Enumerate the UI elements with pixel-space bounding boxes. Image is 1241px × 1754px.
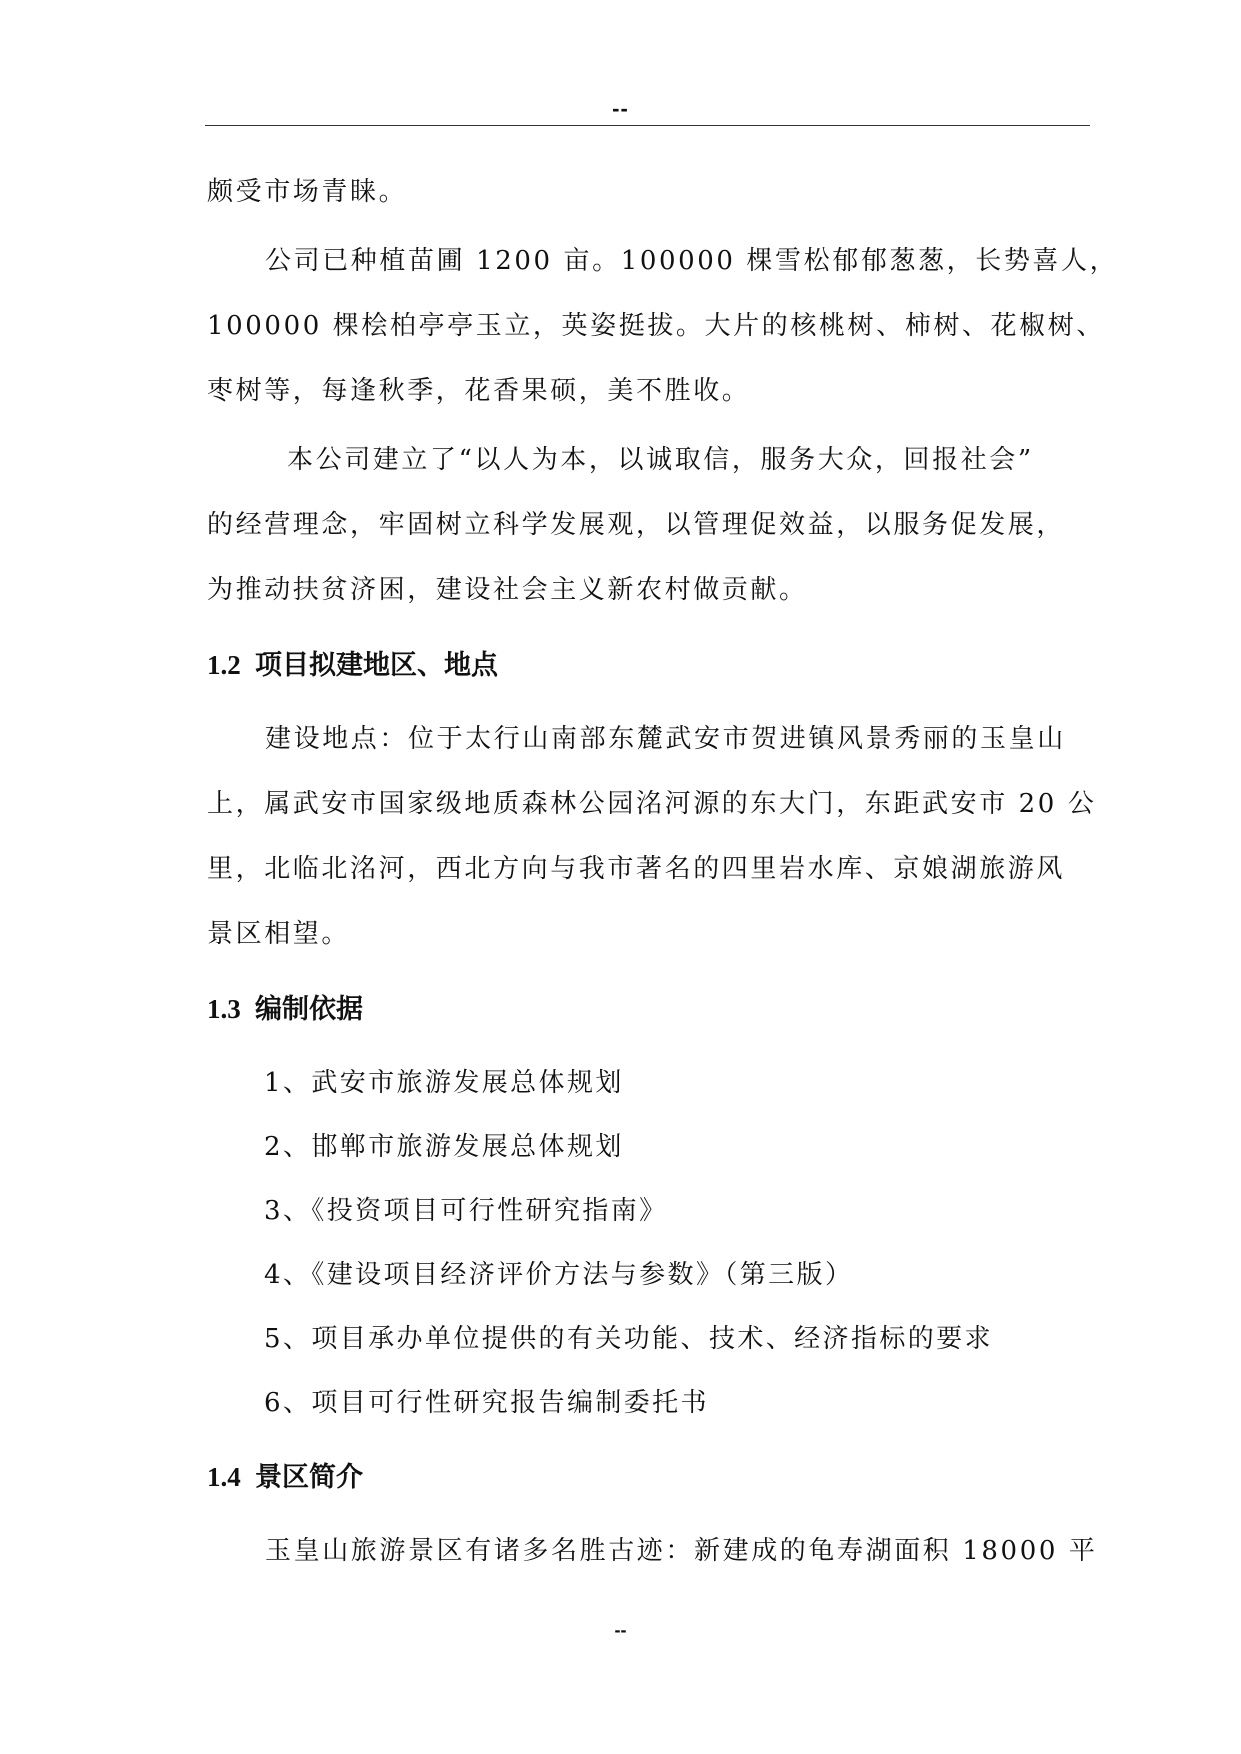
section-heading-1-4 — [207, 1445, 1090, 1509]
location-paragraph-line: 景区相望。 — [207, 919, 351, 949]
paragraph-nursery-line: 枣树等，每逢秋季，花香果硕，美不胜收。 — [207, 376, 751, 406]
paragraph-continuation-line: 颇受市场青睐。 — [207, 177, 408, 207]
page-header-mark: -- — [612, 96, 629, 121]
location-paragraph-line: 里，北临北洺河，西北方向与我市著名的四里岩水库、京娘湖旅游风 — [207, 854, 1066, 884]
paragraph-philosophy-line: 为推动扶贫济困，建设社会主义新农村做贡献。 — [207, 575, 808, 605]
header-rule — [205, 125, 1090, 126]
section-title: 项目拟建地区、地点 — [255, 650, 498, 680]
location-paragraph-line: 上，属武安市国家级地质森林公园洺河源的东大门，东距武安市 20 公 — [207, 789, 1097, 819]
location-paragraph-line: 建设地点：位于太行山南部东麓武安市贺进镇风景秀丽的玉皇山 — [265, 724, 1066, 754]
page-footer-mark: -- — [614, 1620, 627, 1640]
section-number: 1.4 — [207, 1462, 241, 1492]
section-heading-1-2 — [207, 633, 1090, 697]
section-title: 景区简介 — [255, 1462, 363, 1492]
basis-list-item: 1、武安市旅游发展总体规划 — [264, 1068, 624, 1098]
section-number: 1.2 — [207, 650, 241, 680]
section-title: 编制依据 — [255, 994, 363, 1024]
basis-list-item: 4、《建设项目经济评价方法与参数》（第三版） — [264, 1260, 854, 1290]
section-heading-1-3 — [207, 977, 1090, 1041]
document-body — [207, 160, 1119, 1584]
basis-list-item: 6、项目可行性研究报告编制委托书 — [264, 1388, 709, 1418]
basis-list-item: 2、邯郸市旅游发展总体规划 — [264, 1132, 624, 1162]
basis-list-item: 3、《投资项目可行性研究指南》 — [264, 1196, 668, 1226]
section-number: 1.3 — [207, 994, 241, 1024]
scenic-intro-line: 玉皇山旅游景区有诸多名胜古迹：新建成的龟寿湖面积 18000 平 — [265, 1536, 1098, 1566]
paragraph-philosophy-line: 本公司建立了“以人为本，以诚取信，服务大众，回报社会” — [287, 445, 1034, 475]
basis-list-item: 5、项目承办单位提供的有关功能、技术、经济指标的要求 — [264, 1324, 993, 1354]
paragraph-nursery-line: 100000 棵桧柏亭亭玉立，英姿挺拔。大片的核桃树、柿树、花椒树、 — [207, 311, 1105, 341]
paragraph-philosophy-line: 的经营理念，牢固树立科学发展观，以管理促效益，以服务促发展， — [207, 510, 1066, 540]
paragraph-nursery-line: 公司已种植苗圃 1200 亩。100000 棵雪松郁郁葱葱，长势喜人， — [265, 246, 1119, 276]
